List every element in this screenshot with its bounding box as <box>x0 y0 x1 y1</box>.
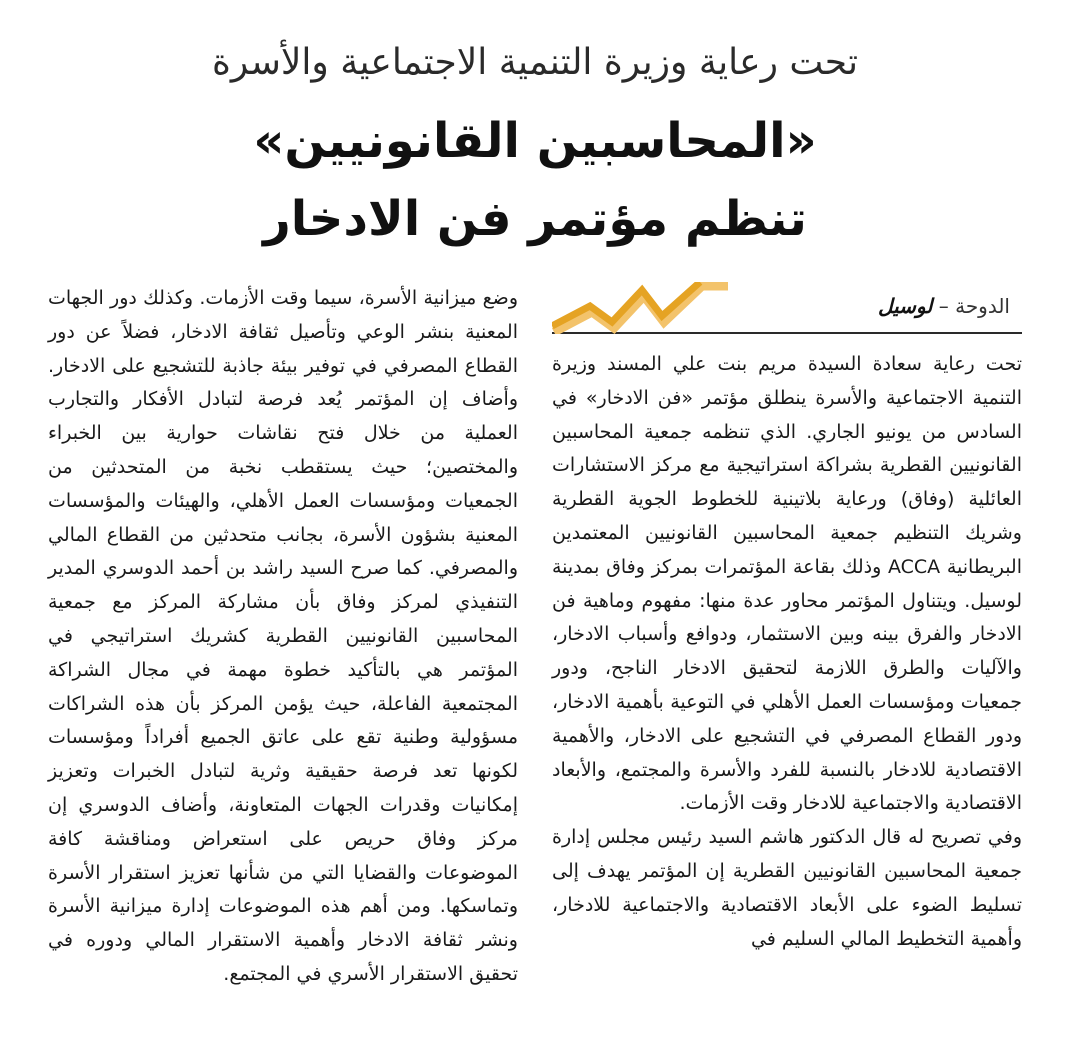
headline-line-2: تنظم مؤتمر فن الادخار <box>263 191 807 247</box>
article-column-left <box>48 282 518 992</box>
byline-dash: – <box>932 294 956 318</box>
body-paragraph-3: وضع ميزانية الأسرة، سيما وقت الأزمات. وكذلك دور الجهات المعنية بنشر الوعي وتأصيل ثقافة الادخار، فضلاً عن دور القطاع المصرفي في توفير بيئة جاذبة للتشجيع على الادخار. وأضاف إن المؤتمر يُعد فرصة لتبادل الأفكار والتجارب العملية من خلال فتح نقاشات حوارية بين الخبراء والمختصين؛ حيث يستقطب نخبة من المتحدثين من الجمعيات ومؤسسات العمل الأهلي، والهيئات والمؤسسات المعنية بشؤون الأسرة، بجانب متحدثين من القطاع المالي والمصرفي. كما صرح السيد راشد بن أحمد الدوسري المدير التنفيذي لمركز وفاق بأن مشاركة المركز مع جمعية المحاسبين القانونيين القطرية كشريك استراتيجي في المؤتمر هي بالتأكيد خطوة مهمة في مجال الشراكة المجتمعية الفاعلة، حيث يؤمن المركز بأن هذه الشراكات مسؤولية وطنية تقع على عاتق الجميع أفراداً ومؤسسات لكونها تعد فرصة حقيقية وثرية لتبادل الخبرات وتعزيز إمكانيات وقدرات الجهات المتعاونة، وأضاف الدوسري إن مركز وفاق حريص على استعراض ومناقشة كافة الموضوعات والقضايا التي من شأنها تعزيز استقرار الأسرة وتماسكها. ومن أهم هذه الموضوعات إدارة ميزانية الأسرة ونشر ثقافة الادخار وأهمية الاستقرار المالي ودوره في تحقيق الاستقرار الأسري في المجتمع. <box>48 287 518 985</box>
byline-source: لوسيل <box>878 294 933 318</box>
body-paragraph-2: وفي تصريح له قال الدكتور هاشم السيد رئيس مجلس إدارة جمعية المحاسبين القانونيين القطرية إن المؤتمر يهدف إلى تسليط الضوء على الأبعاد الاقتصادية والاجتماعية للادخار، وأهمية التخطيط المالي السليم في <box>552 826 1022 950</box>
article-overline: تحت رعاية وزيرة التنمية الاجتماعية والأسرة <box>211 42 859 83</box>
byline-city: الدوحة <box>955 294 1010 318</box>
body-paragraph-1: تحت رعاية سعادة السيدة مريم بنت علي المسند وزيرة التنمية الاجتماعية والأسرة ينطلق مؤتمر «فن الادخار» في السادس من يونيو الجاري. الذي تنظمه جمعية المحاسبين القانونيين القطرية بشراكة استراتيجية مع مركز الاستشارات العائلية (وفاق) ورعاية بلاتينية للخطوط الجوية القطرية وشريك التنظيم جمعية المحاسبين القانونيين المعتمدين البريطانية ACCA وذلك بقاعة المؤتمرات بمركز وفاق بمدينة لوسيل. ويتناول المؤتمر محاور عدة منها: مفهوم وماهية فن الادخار والفرق بينه وبين الاستثمار، ودوافع وأسباب الادخار، والآليات والطرق اللازمة لتحقيق الادخار الناجح، ودور جمعيات ومؤسسات العمل الأهلي في التوعية بأهمية الادخار، ودور القطاع المصرفي في التشجيع على الادخار، والأهمية الاقتصادية للادخار بالنسبة للفرد والأسرة والمجتمع، والأبعاد الاقتصادية والاجتماعية للادخار وقت الأزمات. <box>552 353 1022 815</box>
article-column-right <box>552 282 1022 956</box>
headline-line-1: «المحاسبين القانونيين» <box>253 113 817 169</box>
